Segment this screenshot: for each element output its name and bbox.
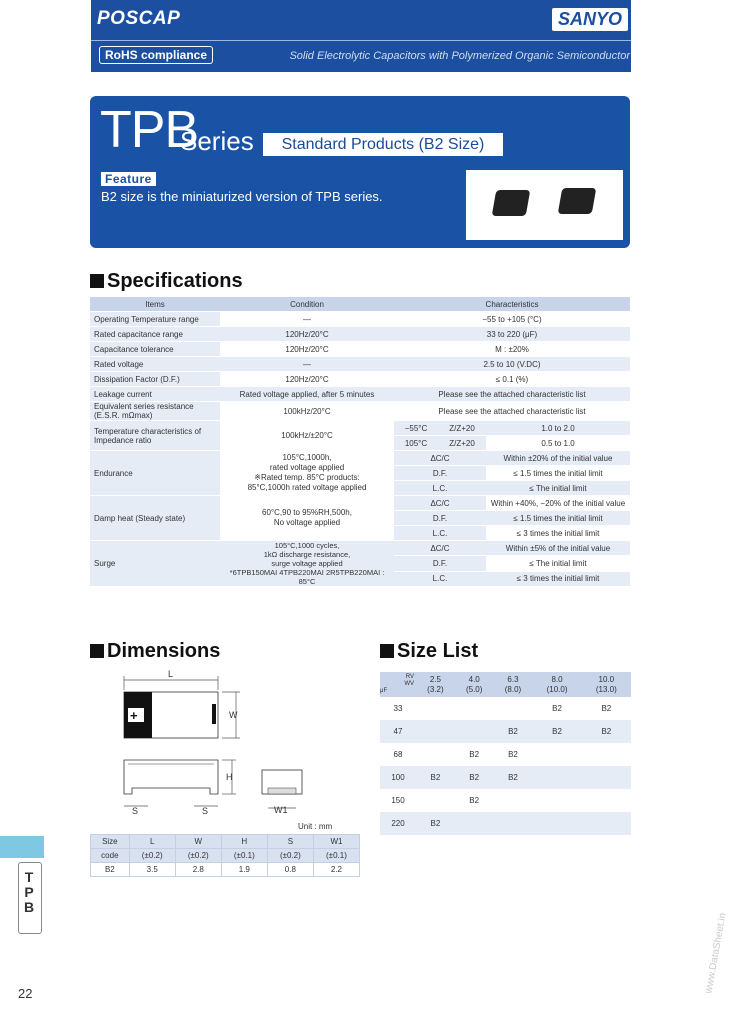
dimension-label-l: L <box>168 669 174 679</box>
table-row: Surge 105°C,1000 cycles, 1kΩ discharge resistance, surge voltage applied *6TPB150MAI 4TPB220MAI 2R5TPB220MAI : 85°C ΔC/C Within ±5% of the initial value <box>90 541 630 556</box>
square-bullet-icon <box>380 644 394 658</box>
table-row: code (±0.2) (±0.2) (±0.1) (±0.2) (±0.1) <box>91 849 360 863</box>
table-row: Capacitance tolerance 120Hz/20°C M : ±20% <box>90 342 630 357</box>
table-row: RV WV μF 2.5 (3.2) 4.0 (5.0) 6.3 (8.0) 8.0 (10.0) 10.0 (13.0) <box>380 672 631 697</box>
table-row: 150 B2 <box>380 789 631 812</box>
feature-description: B2 size is the miniaturized version of TPB series. <box>101 189 383 204</box>
size-list-heading: Size List <box>380 640 478 663</box>
square-bullet-icon <box>90 644 104 658</box>
table-row: Equivalent series resistance (E.S.R. mΩmax) 100kHz/20°C Please see the attached characteristic list <box>90 402 630 421</box>
svg-text:+: + <box>130 708 138 723</box>
square-bullet-icon <box>90 274 104 288</box>
watermark: www.DataSheet.in <box>703 912 729 995</box>
table-row: Dissipation Factor (D.F.) 120Hz/20°C ≤ 0.1 (%) <box>90 372 630 387</box>
table-row: Leakage current Rated voltage applied, after 5 minutes Please see the attached characteristic list <box>90 387 630 402</box>
dimension-label-h: H <box>226 772 233 782</box>
table-row: Endurance 105°C,1000h, rated voltage applied ※Rated temp. 85°C products: 85°C,1000h rated voltage applied ΔC/C Within ±20% of the initial value <box>90 451 630 466</box>
specifications-table <box>90 297 630 587</box>
dimension-label-w: W <box>229 710 238 720</box>
product-photo <box>466 170 623 240</box>
header-subtitle: Solid Electrolytic Capacitors with Polymerized Organic Semiconductor <box>289 50 630 62</box>
header-divider <box>91 40 631 41</box>
dimension-label-w1: W1 <box>274 805 288 815</box>
table-row: L.C. ≤ 3 times the initial limit <box>90 526 630 541</box>
table-row: 220 B2 <box>380 812 631 835</box>
size-list-table <box>380 672 631 835</box>
dimension-drawing <box>110 668 350 830</box>
table-row: 68 B2 B2 <box>380 743 631 766</box>
feature-label: Feature <box>101 172 156 186</box>
table-header: Condition <box>220 297 394 312</box>
table-row: Rated capacitance range 120Hz/20°C 33 to 220 (μF) <box>90 327 630 342</box>
table-header: Characteristics <box>394 297 630 312</box>
unit-label: Unit : mm <box>298 822 333 831</box>
side-color-tab <box>0 836 44 858</box>
table-row: B2 3.5 2.8 1.9 0.8 2.2 <box>91 863 360 877</box>
table-row: 105°C Z/Z+20 0.5 to 1.0 <box>90 436 630 451</box>
side-index-label: TPB <box>23 869 35 915</box>
company-logo: SANYO <box>552 8 628 31</box>
standard-products-label: Standard Products (B2 Size) <box>263 133 503 156</box>
dimensions-heading: Dimensions <box>90 640 220 663</box>
dimensions-table <box>90 834 360 877</box>
table-row: 47 B2 B2 B2 <box>380 720 631 743</box>
page-number: 22 <box>18 986 33 1001</box>
dimension-label-s: S <box>202 806 209 816</box>
table-row: Temperature characteristics of Impedance ratio 100kHz/±20°C −55°C Z/Z+20 1.0 to 2.0 <box>90 421 630 436</box>
table-row: D.F. ≤ 1.5 times the initial limit <box>90 511 630 526</box>
series-code: TPB <box>100 101 199 159</box>
rohs-badge: RoHS compliance <box>99 46 213 64</box>
capacitor-chip-image <box>492 190 531 216</box>
table-row: D.F. ≤ The initial limit <box>90 556 630 571</box>
table-row: 33 B2 B2 <box>380 697 631 720</box>
series-word: Series <box>180 126 254 156</box>
table-row: Rated voltage — 2.5 to 10 (V.DC) <box>90 357 630 372</box>
table-row: Size L W H S W1 <box>91 835 360 849</box>
table-row: L.C. ≤ The initial limit <box>90 481 630 496</box>
table-row: Operating Temperature range — −55 to +105 (°C) <box>90 312 630 327</box>
dimension-label-s: S <box>132 806 139 816</box>
table-header: Items <box>90 297 220 312</box>
specifications-heading: Specifications <box>90 270 243 293</box>
table-row: 100 B2 B2 B2 <box>380 766 631 789</box>
table-row: D.F. ≤ 1.5 times the initial limit <box>90 466 630 481</box>
brand-logo: POSCAP <box>97 8 181 29</box>
capacitor-chip-image <box>558 188 597 214</box>
table-row: Damp heat (Steady state) 60°C,90 to 95%RH,500h, No voltage applied ΔC/C Within +40%, −20% of the initial value <box>90 496 630 511</box>
table-row: L.C. ≤ 3 times the initial limit <box>90 571 630 586</box>
